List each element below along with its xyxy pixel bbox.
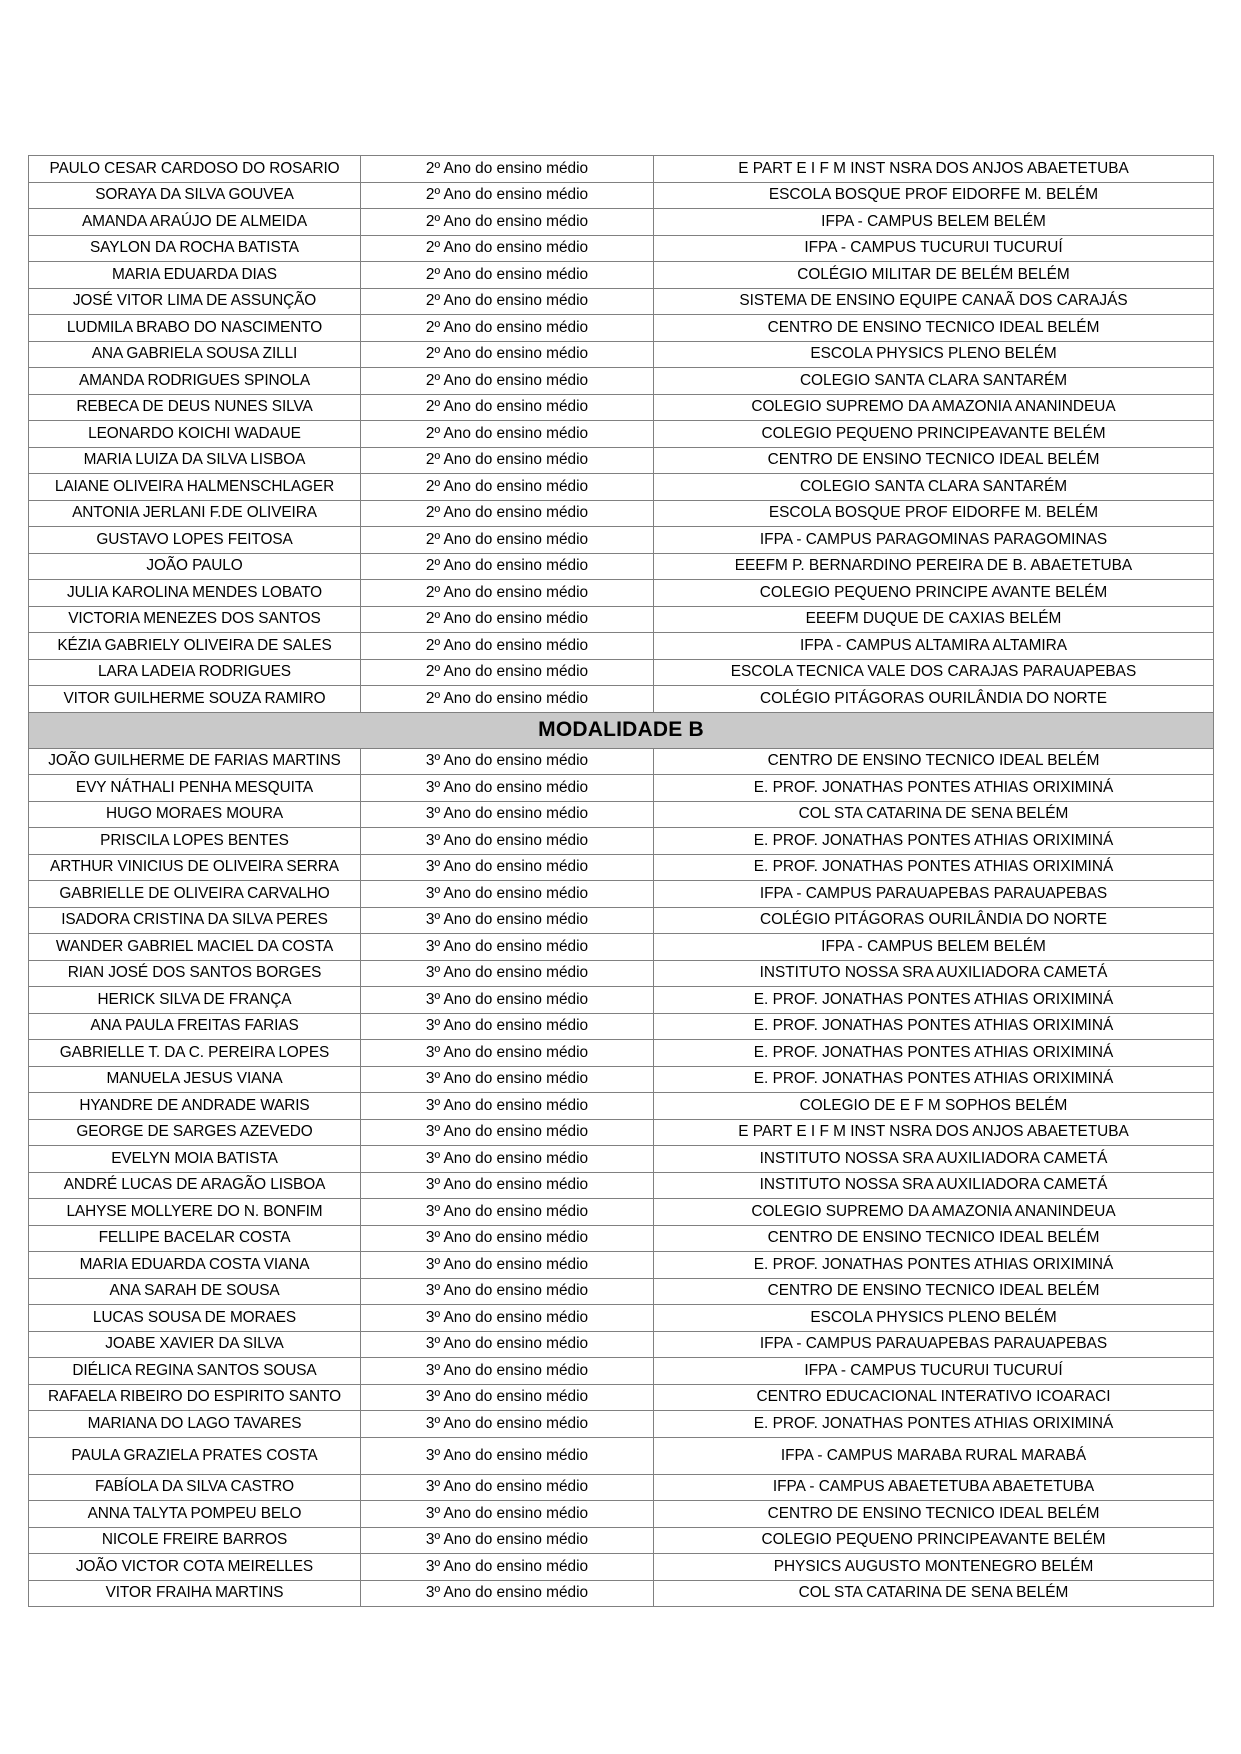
candidate-grade: 3º Ano do ensino médio	[361, 1331, 654, 1358]
candidate-grade: 2º Ano do ensino médio	[361, 553, 654, 580]
candidate-name: GABRIELLE T. DA C. PEREIRA LOPES	[29, 1040, 361, 1067]
candidate-grade: 2º Ano do ensino médio	[361, 368, 654, 395]
candidate-grade: 2º Ano do ensino médio	[361, 686, 654, 713]
table-row	[29, 1331, 1214, 1358]
candidate-school: ESCOLA PHYSICS PLENO BELÉM	[654, 1305, 1214, 1332]
candidate-grade: 3º Ano do ensino médio	[361, 1527, 654, 1554]
candidates-table-body	[29, 156, 1214, 1607]
candidate-name: REBECA DE DEUS NUNES SILVA	[29, 394, 361, 421]
table-row	[29, 1305, 1214, 1332]
candidate-grade: 3º Ano do ensino médio	[361, 1225, 654, 1252]
candidate-name: RIAN JOSÉ DOS SANTOS BORGES	[29, 960, 361, 987]
candidate-school: IFPA - CAMPUS TUCURUI TUCURUÍ	[654, 235, 1214, 262]
candidate-school: INSTITUTO NOSSA SRA AUXILIADORA CAMETÁ	[654, 1172, 1214, 1199]
section-header-row	[29, 712, 1214, 748]
candidate-grade: 2º Ano do ensino médio	[361, 288, 654, 315]
table-row	[29, 1040, 1214, 1067]
candidate-school: E. PROF. JONATHAS PONTES ATHIAS ORIXIMINÁ	[654, 1013, 1214, 1040]
candidate-name: JOSÉ VITOR LIMA DE ASSUNÇÃO	[29, 288, 361, 315]
candidate-school: IFPA - CAMPUS BELEM BELÉM	[654, 934, 1214, 961]
candidate-grade: 3º Ano do ensino médio	[361, 1066, 654, 1093]
table-row	[29, 606, 1214, 633]
candidate-grade: 3º Ano do ensino médio	[361, 1278, 654, 1305]
candidate-school: COLEGIO SANTA CLARA SANTARÉM	[654, 474, 1214, 501]
candidate-name: EVELYN MOIA BATISTA	[29, 1146, 361, 1173]
table-row	[29, 1252, 1214, 1279]
candidate-school: COLEGIO SANTA CLARA SANTARÉM	[654, 368, 1214, 395]
candidate-school: E. PROF. JONATHAS PONTES ATHIAS ORIXIMINÁ	[654, 828, 1214, 855]
candidate-school: CENTRO DE ENSINO TECNICO IDEAL BELÉM	[654, 1225, 1214, 1252]
table-row	[29, 394, 1214, 421]
candidate-school: E. PROF. JONATHAS PONTES ATHIAS ORIXIMINÁ	[654, 1411, 1214, 1438]
candidate-school: COLEGIO DE E F M SOPHOS BELÉM	[654, 1093, 1214, 1120]
candidate-grade: 3º Ano do ensino médio	[361, 1305, 654, 1332]
table-row	[29, 686, 1214, 713]
candidate-name: ANTONIA JERLANI F.DE OLIVEIRA	[29, 500, 361, 527]
table-row	[29, 580, 1214, 607]
candidate-grade: 3º Ano do ensino médio	[361, 1040, 654, 1067]
candidate-school: IFPA - CAMPUS BELEM BELÉM	[654, 209, 1214, 236]
table-row	[29, 1146, 1214, 1173]
candidate-name: MARIA LUIZA DA SILVA LISBOA	[29, 447, 361, 474]
table-row	[29, 315, 1214, 342]
candidate-grade: 3º Ano do ensino médio	[361, 1199, 654, 1226]
candidate-name: HUGO MORAES MOURA	[29, 801, 361, 828]
candidate-name: AMANDA ARAÚJO DE ALMEIDA	[29, 209, 361, 236]
candidate-name: LARA LADEIA RODRIGUES	[29, 659, 361, 686]
candidate-grade: 2º Ano do ensino médio	[361, 182, 654, 209]
candidate-grade: 2º Ano do ensino médio	[361, 527, 654, 554]
candidate-grade: 3º Ano do ensino médio	[361, 1252, 654, 1279]
candidate-name: LUCAS SOUSA DE MORAES	[29, 1305, 361, 1332]
candidate-grade: 3º Ano do ensino médio	[361, 1474, 654, 1501]
candidate-grade: 3º Ano do ensino médio	[361, 1119, 654, 1146]
candidate-grade: 3º Ano do ensino médio	[361, 960, 654, 987]
candidate-grade: 2º Ano do ensino médio	[361, 209, 654, 236]
candidate-grade: 2º Ano do ensino médio	[361, 262, 654, 289]
candidate-name: WANDER GABRIEL MACIEL DA COSTA	[29, 934, 361, 961]
table-row	[29, 1013, 1214, 1040]
candidate-school: COLEGIO PEQUENO PRINCIPE AVANTE BELÉM	[654, 580, 1214, 607]
candidate-name: FABÍOLA DA SILVA CASTRO	[29, 1474, 361, 1501]
table-row	[29, 633, 1214, 660]
candidate-name: ARTHUR VINICIUS DE OLIVEIRA SERRA	[29, 854, 361, 881]
candidate-grade: 2º Ano do ensino médio	[361, 606, 654, 633]
table-row	[29, 1119, 1214, 1146]
table-row	[29, 421, 1214, 448]
candidate-name: ANA SARAH DE SOUSA	[29, 1278, 361, 1305]
candidate-school: E. PROF. JONATHAS PONTES ATHIAS ORIXIMINÁ	[654, 854, 1214, 881]
candidate-name: KÉZIA GABRIELY OLIVEIRA DE SALES	[29, 633, 361, 660]
candidate-grade: 2º Ano do ensino médio	[361, 421, 654, 448]
candidate-name: LAIANE OLIVEIRA HALMENSCHLAGER	[29, 474, 361, 501]
candidate-name: HERICK SILVA DE FRANÇA	[29, 987, 361, 1014]
table-row	[29, 182, 1214, 209]
candidate-school: INSTITUTO NOSSA SRA AUXILIADORA CAMETÁ	[654, 1146, 1214, 1173]
table-row	[29, 235, 1214, 262]
candidate-name: LEONARDO KOICHI WADAUE	[29, 421, 361, 448]
candidate-school: IFPA - CAMPUS ALTAMIRA ALTAMIRA	[654, 633, 1214, 660]
candidate-grade: 2º Ano do ensino médio	[361, 235, 654, 262]
candidates-table	[28, 155, 1214, 1607]
table-row	[29, 447, 1214, 474]
candidate-grade: 2º Ano do ensino médio	[361, 315, 654, 342]
candidate-school: E. PROF. JONATHAS PONTES ATHIAS ORIXIMINÁ	[654, 1066, 1214, 1093]
table-row	[29, 801, 1214, 828]
candidate-school: IFPA - CAMPUS PARAUAPEBAS PARAUAPEBAS	[654, 881, 1214, 908]
candidate-school: IFPA - CAMPUS TUCURUI TUCURUÍ	[654, 1358, 1214, 1385]
candidate-name: JULIA KAROLINA MENDES LOBATO	[29, 580, 361, 607]
table-row	[29, 907, 1214, 934]
candidate-grade: 2º Ano do ensino médio	[361, 394, 654, 421]
table-row	[29, 262, 1214, 289]
candidate-grade: 3º Ano do ensino médio	[361, 1501, 654, 1528]
table-row	[29, 341, 1214, 368]
table-row	[29, 748, 1214, 775]
candidate-school: COLEGIO SUPREMO DA AMAZONIA ANANINDEUA	[654, 1199, 1214, 1226]
candidate-name: PAULA GRAZIELA PRATES COSTA	[29, 1437, 361, 1474]
candidate-school: PHYSICS AUGUSTO MONTENEGRO BELÉM	[654, 1554, 1214, 1581]
candidate-name: MARIA EDUARDA DIAS	[29, 262, 361, 289]
candidate-school: EEEFM P. BERNARDINO PEREIRA DE B. ABAETETUBA	[654, 553, 1214, 580]
candidate-school: SISTEMA DE ENSINO EQUIPE CANAÃ DOS CARAJÁS	[654, 288, 1214, 315]
candidate-grade: 3º Ano do ensino médio	[361, 1554, 654, 1581]
candidate-name: NICOLE FREIRE BARROS	[29, 1527, 361, 1554]
table-row	[29, 1501, 1214, 1528]
candidate-name: SORAYA DA SILVA GOUVEA	[29, 182, 361, 209]
candidate-grade: 3º Ano do ensino médio	[361, 1358, 654, 1385]
candidate-grade: 3º Ano do ensino médio	[361, 1384, 654, 1411]
table-row	[29, 1384, 1214, 1411]
candidate-name: ANA PAULA FREITAS FARIAS	[29, 1013, 361, 1040]
candidate-name: GABRIELLE DE OLIVEIRA CARVALHO	[29, 881, 361, 908]
candidate-school: IFPA - CAMPUS PARAGOMINAS PARAGOMINAS	[654, 527, 1214, 554]
candidate-name: GEORGE DE SARGES AZEVEDO	[29, 1119, 361, 1146]
candidate-name: MARIANA DO LAGO TAVARES	[29, 1411, 361, 1438]
candidate-grade: 2º Ano do ensino médio	[361, 447, 654, 474]
candidate-name: JOÃO VICTOR COTA MEIRELLES	[29, 1554, 361, 1581]
table-row	[29, 881, 1214, 908]
table-row	[29, 1225, 1214, 1252]
candidate-name: RAFAELA RIBEIRO DO ESPIRITO SANTO	[29, 1384, 361, 1411]
table-row	[29, 987, 1214, 1014]
candidate-grade: 2º Ano do ensino médio	[361, 341, 654, 368]
table-row	[29, 1554, 1214, 1581]
table-row	[29, 659, 1214, 686]
candidate-grade: 2º Ano do ensino médio	[361, 659, 654, 686]
candidate-school: INSTITUTO NOSSA SRA AUXILIADORA CAMETÁ	[654, 960, 1214, 987]
table-row	[29, 1358, 1214, 1385]
table-row	[29, 209, 1214, 236]
candidate-grade: 3º Ano do ensino médio	[361, 1172, 654, 1199]
candidate-school: CENTRO DE ENSINO TECNICO IDEAL BELÉM	[654, 1501, 1214, 1528]
candidate-school: CENTRO DE ENSINO TECNICO IDEAL BELÉM	[654, 748, 1214, 775]
candidate-school: COLÉGIO MILITAR DE BELÉM BELÉM	[654, 262, 1214, 289]
candidate-name: FELLIPE BACELAR COSTA	[29, 1225, 361, 1252]
candidate-school: COLEGIO PEQUENO PRINCIPEAVANTE BELÉM	[654, 1527, 1214, 1554]
candidate-school: E PART E I F M INST NSRA DOS ANJOS ABAETETUBA	[654, 156, 1214, 183]
candidate-name: JOABE XAVIER DA SILVA	[29, 1331, 361, 1358]
candidate-name: PAULO CESAR CARDOSO DO ROSARIO	[29, 156, 361, 183]
candidate-school: ESCOLA BOSQUE PROF EIDORFE M. BELÉM	[654, 500, 1214, 527]
candidate-name: LUDMILA BRABO DO NASCIMENTO	[29, 315, 361, 342]
candidate-grade: 3º Ano do ensino médio	[361, 775, 654, 802]
table-row	[29, 1527, 1214, 1554]
candidate-grade: 3º Ano do ensino médio	[361, 881, 654, 908]
candidate-grade: 3º Ano do ensino médio	[361, 1093, 654, 1120]
candidate-school: CENTRO DE ENSINO TECNICO IDEAL BELÉM	[654, 447, 1214, 474]
table-row	[29, 1172, 1214, 1199]
candidate-name: PRISCILA LOPES BENTES	[29, 828, 361, 855]
table-row	[29, 156, 1214, 183]
table-row	[29, 553, 1214, 580]
candidate-grade: 3º Ano do ensino médio	[361, 854, 654, 881]
candidate-name: ANNA TALYTA POMPEU BELO	[29, 1501, 361, 1528]
table-row	[29, 854, 1214, 881]
candidate-grade: 3º Ano do ensino médio	[361, 934, 654, 961]
candidate-name: VICTORIA MENEZES DOS SANTOS	[29, 606, 361, 633]
candidate-school: COLEGIO SUPREMO DA AMAZONIA ANANINDEUA	[654, 394, 1214, 421]
candidate-school: COLÉGIO PITÁGORAS OURILÂNDIA DO NORTE	[654, 686, 1214, 713]
table-row	[29, 775, 1214, 802]
table-row	[29, 1580, 1214, 1607]
candidate-name: MARIA EDUARDA COSTA VIANA	[29, 1252, 361, 1279]
table-row	[29, 1093, 1214, 1120]
candidate-grade: 3º Ano do ensino médio	[361, 1437, 654, 1474]
candidate-grade: 3º Ano do ensino médio	[361, 1013, 654, 1040]
candidate-grade: 2º Ano do ensino médio	[361, 500, 654, 527]
candidate-name: SAYLON DA ROCHA BATISTA	[29, 235, 361, 262]
candidate-grade: 3º Ano do ensino médio	[361, 1146, 654, 1173]
candidate-school: ESCOLA PHYSICS PLENO BELÉM	[654, 341, 1214, 368]
candidate-school: COL STA CATARINA DE SENA BELÉM	[654, 1580, 1214, 1607]
candidate-name: VITOR GUILHERME SOUZA RAMIRO	[29, 686, 361, 713]
table-row	[29, 474, 1214, 501]
candidate-school: ESCOLA BOSQUE PROF EIDORFE M. BELÉM	[654, 182, 1214, 209]
table-row	[29, 1411, 1214, 1438]
candidate-name: EVY NÁTHALI PENHA MESQUITA	[29, 775, 361, 802]
candidate-grade: 2º Ano do ensino médio	[361, 633, 654, 660]
candidate-school: IFPA - CAMPUS ABAETETUBA ABAETETUBA	[654, 1474, 1214, 1501]
table-row	[29, 934, 1214, 961]
candidate-name: LAHYSE MOLLYERE DO N. BONFIM	[29, 1199, 361, 1226]
candidate-grade: 3º Ano do ensino médio	[361, 1580, 654, 1607]
table-row	[29, 1437, 1214, 1474]
candidate-school: E. PROF. JONATHAS PONTES ATHIAS ORIXIMINÁ	[654, 987, 1214, 1014]
candidate-name: GUSTAVO LOPES FEITOSA	[29, 527, 361, 554]
candidate-name: DIÉLICA REGINA SANTOS SOUSA	[29, 1358, 361, 1385]
table-row	[29, 500, 1214, 527]
candidate-name: ISADORA CRISTINA DA SILVA PERES	[29, 907, 361, 934]
candidate-name: ANA GABRIELA SOUSA ZILLI	[29, 341, 361, 368]
table-row	[29, 368, 1214, 395]
table-row	[29, 527, 1214, 554]
candidate-school: COL STA CATARINA DE SENA BELÉM	[654, 801, 1214, 828]
candidate-grade: 3º Ano do ensino médio	[361, 987, 654, 1014]
candidate-name: ANDRÉ LUCAS DE ARAGÃO LISBOA	[29, 1172, 361, 1199]
candidate-name: VITOR FRAIHA MARTINS	[29, 1580, 361, 1607]
candidate-name: MANUELA JESUS VIANA	[29, 1066, 361, 1093]
candidate-school: E. PROF. JONATHAS PONTES ATHIAS ORIXIMINÁ	[654, 1040, 1214, 1067]
candidate-name: AMANDA RODRIGUES SPINOLA	[29, 368, 361, 395]
section-title: MODALIDADE B	[29, 712, 1214, 748]
candidate-grade: 3º Ano do ensino médio	[361, 907, 654, 934]
candidate-school: IFPA - CAMPUS PARAUAPEBAS PARAUAPEBAS	[654, 1331, 1214, 1358]
candidate-grade: 3º Ano do ensino médio	[361, 748, 654, 775]
candidate-school: E. PROF. JONATHAS PONTES ATHIAS ORIXIMINÁ	[654, 1252, 1214, 1279]
table-row	[29, 828, 1214, 855]
candidate-school: CENTRO EDUCACIONAL INTERATIVO ICOARACI	[654, 1384, 1214, 1411]
candidate-school: CENTRO DE ENSINO TECNICO IDEAL BELÉM	[654, 1278, 1214, 1305]
candidate-name: HYANDRE DE ANDRADE WARIS	[29, 1093, 361, 1120]
candidate-grade: 2º Ano do ensino médio	[361, 156, 654, 183]
candidate-name: JOÃO GUILHERME DE FARIAS MARTINS	[29, 748, 361, 775]
table-row	[29, 1474, 1214, 1501]
candidate-grade: 3º Ano do ensino médio	[361, 828, 654, 855]
table-row	[29, 288, 1214, 315]
candidate-school: COLÉGIO PITÁGORAS OURILÂNDIA DO NORTE	[654, 907, 1214, 934]
candidate-grade: 3º Ano do ensino médio	[361, 1411, 654, 1438]
candidate-grade: 2º Ano do ensino médio	[361, 474, 654, 501]
candidate-grade: 2º Ano do ensino médio	[361, 580, 654, 607]
table-row	[29, 1278, 1214, 1305]
candidate-name: JOÃO PAULO	[29, 553, 361, 580]
table-row	[29, 1199, 1214, 1226]
table-row	[29, 960, 1214, 987]
candidate-school: E. PROF. JONATHAS PONTES ATHIAS ORIXIMINÁ	[654, 775, 1214, 802]
candidate-school: E PART E I F M INST NSRA DOS ANJOS ABAETETUBA	[654, 1119, 1214, 1146]
table-row	[29, 1066, 1214, 1093]
candidate-school: EEEFM DUQUE DE CAXIAS BELÉM	[654, 606, 1214, 633]
candidate-school: COLEGIO PEQUENO PRINCIPEAVANTE BELÉM	[654, 421, 1214, 448]
candidate-grade: 3º Ano do ensino médio	[361, 801, 654, 828]
candidate-school: IFPA - CAMPUS MARABA RURAL MARABÁ	[654, 1437, 1214, 1474]
candidate-school: CENTRO DE ENSINO TECNICO IDEAL BELÉM	[654, 315, 1214, 342]
candidate-school: ESCOLA TECNICA VALE DOS CARAJAS PARAUAPEBAS	[654, 659, 1214, 686]
